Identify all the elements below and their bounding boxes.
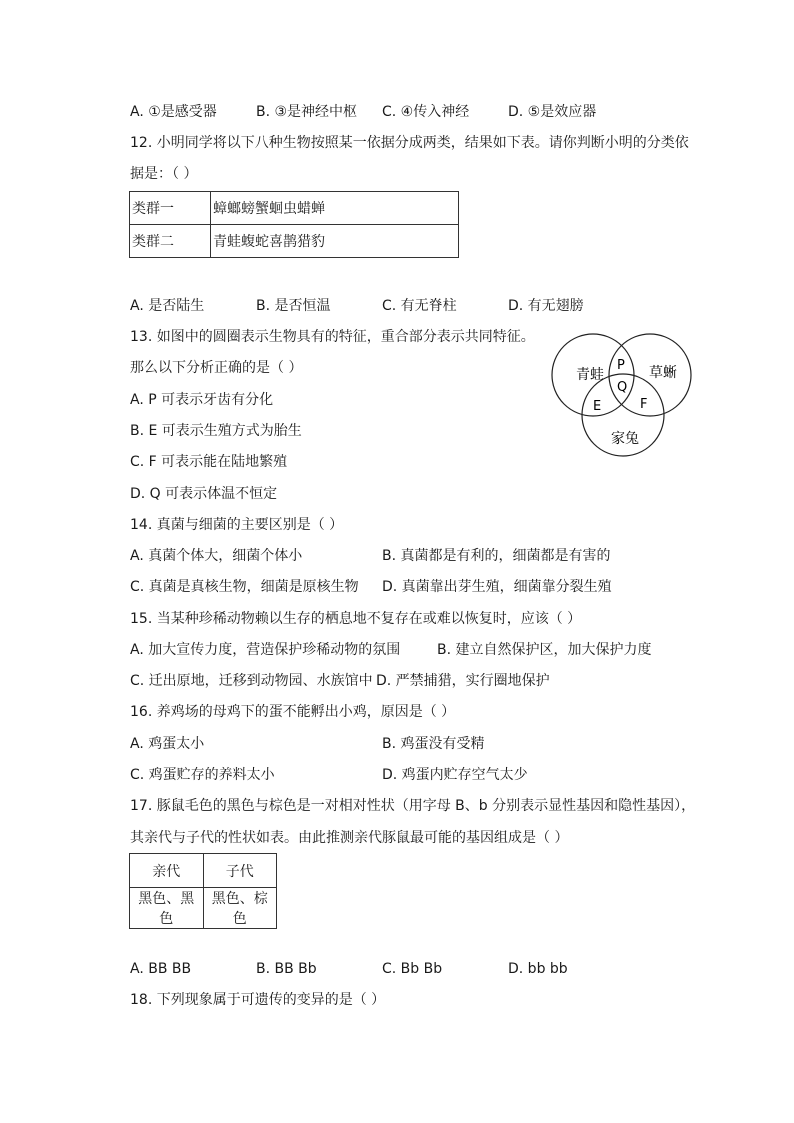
q13-option-b: B. E 可表示生殖方式为胎生 — [130, 423, 302, 439]
q14-option-b: B. 真菌都是有利的，细菌都是有害的 — [382, 548, 611, 564]
q12-stem-line2: 据是：（ ） — [130, 166, 198, 182]
q11-option-c: C. ④传入神经 — [382, 104, 470, 120]
q11-option-a: A. ①是感受器 — [130, 104, 217, 120]
table-cell: 类群二 — [130, 225, 211, 258]
q17-trait-table — [129, 853, 277, 929]
q17-option-b: B. BB Bb — [256, 961, 317, 977]
q15-option-a: A. 加大宣传力度，营造保护珍稀动物的氛围 — [130, 642, 401, 658]
venn-label-lizard: 草蜥 — [649, 365, 677, 381]
q15-option-c: C. 迁出原地，迁移到动物园、水族馆中 — [130, 673, 373, 689]
q17-option-d: D. bb bb — [508, 961, 568, 977]
venn-label-q: Q — [617, 380, 628, 395]
table-cell: 类群一 — [130, 192, 211, 225]
q16-stem: 16. 养鸡场的母鸡下的蛋不能孵出小鸡，原因是（ ） — [130, 704, 456, 720]
q12-option-c: C. 有无脊柱 — [382, 298, 457, 314]
venn-diagram — [548, 330, 698, 462]
q13-stem-line1: 13. 如图中的圆圈表示生物具有的特征，重合部分表示共同特征。 — [130, 329, 535, 345]
q12-option-b: B. 是否恒温 — [256, 298, 331, 314]
q14-option-c: C. 真菌是真核生物，细菌是原核生物 — [130, 579, 359, 595]
q11-option-b: B. ③是神经中枢 — [256, 104, 358, 120]
venn-label-p: P — [617, 358, 625, 373]
table-header-offspring: 子代 — [203, 854, 277, 888]
q12-classification-table — [129, 191, 459, 258]
table-row — [130, 192, 459, 225]
table-row — [130, 854, 277, 888]
q12-option-d: D. 有无翅膀 — [508, 298, 584, 314]
q16-option-a: A. 鸡蛋太小 — [130, 736, 205, 752]
q17-stem-line2: 其亲代与子代的性状如表。由此推测亲代豚鼠最可能的基因组成是（ ） — [130, 830, 569, 846]
table-cell: 黑色、黑色 — [130, 888, 204, 929]
venn-label-rabbit: 家兔 — [611, 431, 639, 447]
table-cell: 黑色、棕色 — [203, 888, 277, 929]
q15-stem: 15. 当某种珍稀动物赖以生存的栖息地不复存在或难以恢复时，应该（ ） — [130, 611, 582, 627]
q16-option-d: D. 鸡蛋内贮存空气太少 — [382, 767, 528, 783]
q18-stem: 18. 下列现象属于可遗传的变异的是（ ） — [130, 992, 386, 1008]
q16-option-b: B. 鸡蛋没有受精 — [382, 736, 485, 752]
q15-option-d: D. 严禁捕猎，实行圈地保护 — [376, 673, 550, 689]
table-row — [130, 888, 277, 929]
q17-option-c: C. Bb Bb — [382, 961, 443, 977]
q14-option-d: D. 真菌靠出芽生殖，细菌靠分裂生殖 — [382, 579, 612, 595]
venn-label-frog: 青蛙 — [576, 367, 604, 383]
q13-stem-line2: 那么以下分析正确的是（ ） — [130, 360, 303, 376]
table-row — [130, 225, 459, 258]
q11-option-d: D. ⑤是效应器 — [508, 104, 597, 120]
q13-option-d: D. Q 可表示体温不恒定 — [130, 486, 278, 502]
q17-stem-line1: 17. 豚鼠毛色的黑色与棕色是一对相对性状（用字母 B、b 分别表示显性基因和隐性基因）， — [130, 798, 696, 814]
q13-option-a: A. P 可表示牙齿有分化 — [130, 392, 274, 408]
table-cell: 蟑螂螃蟹蛔虫蜡蝉 — [211, 192, 459, 225]
q12-stem-line1: 12. 小明同学将以下八种生物按照某一依据分成两类，结果如下表。请你判断小明的分类依 — [130, 135, 689, 151]
table-cell: 青蛙蝮蛇喜鹊猎豹 — [211, 225, 459, 258]
q14-option-a: A. 真菌个体大，细菌个体小 — [130, 548, 303, 564]
q14-stem: 14. 真菌与细菌的主要区别是（ ） — [130, 517, 344, 533]
venn-label-e: E — [593, 399, 602, 414]
q16-option-c: C. 鸡蛋贮存的养料太小 — [130, 767, 275, 783]
q17-option-a: A. BB BB — [130, 961, 192, 977]
q15-option-b: B. 建立自然保护区，加大保护力度 — [437, 642, 652, 658]
q12-option-a: A. 是否陆生 — [130, 298, 205, 314]
venn-label-f: F — [640, 397, 648, 412]
q13-option-c: C. F 可表示能在陆地繁殖 — [130, 454, 288, 470]
table-header-parent: 亲代 — [130, 854, 204, 888]
